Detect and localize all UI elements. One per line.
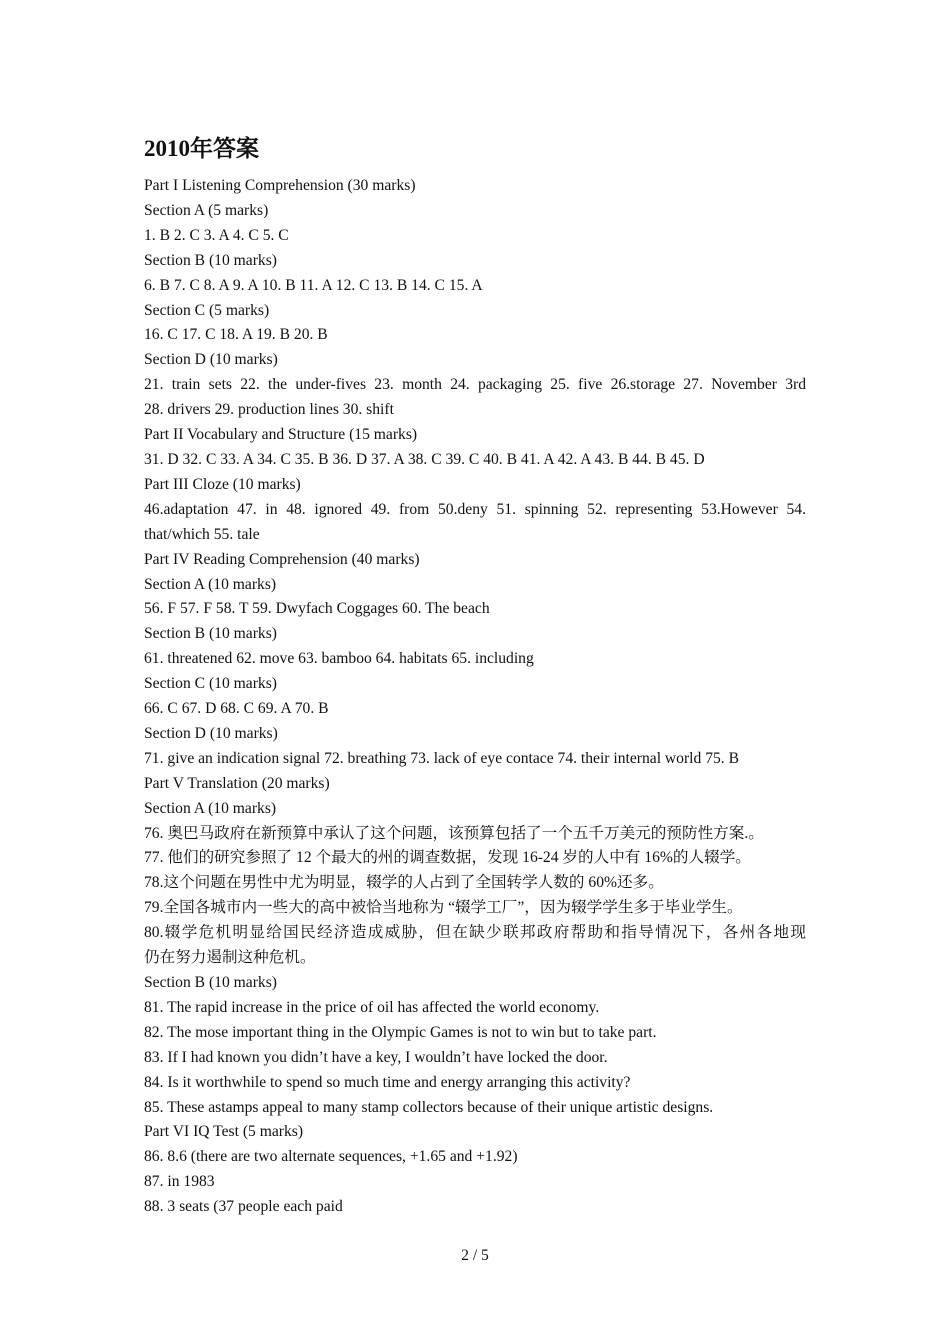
text-line: 56. F 57. F 58. T 59. Dwyfach Coggages 60. The beach bbox=[144, 600, 490, 618]
document-body bbox=[144, 134, 806, 1220]
text-line: 28. drivers 29. production lines 30. shift bbox=[144, 401, 394, 419]
text-line: 1. B 2. C 3. A 4. C 5. C bbox=[144, 226, 289, 244]
text-line: that/which 55. tale bbox=[144, 525, 260, 543]
text-line: Section A (10 marks) bbox=[144, 799, 277, 817]
text-line: 66. C 67. D 68. C 69. A 70. B bbox=[144, 700, 329, 718]
text-line: Part II Vocabulary and Structure (15 marks) bbox=[144, 426, 418, 444]
text-line: 46.adaptation 47. in 48. ignored 49. from 50.deny 51. spinning 52. representing 53.However 54. bbox=[144, 500, 806, 518]
text-line: Section A (5 marks) bbox=[144, 201, 269, 219]
text-line: 21. train sets 22. the under-fives 23. month 24. packaging 25. five 26.storage 27. November 3rd bbox=[144, 376, 806, 394]
text-line: Section A (10 marks) bbox=[144, 575, 277, 593]
text-line: Part I Listening Comprehension (30 marks) bbox=[144, 177, 416, 194]
text-line: Part III Cloze (10 marks) bbox=[144, 475, 301, 493]
page-title: 2010年答案 bbox=[144, 136, 259, 161]
text-line: 88. 3 seats (37 people each paid bbox=[144, 1198, 343, 1216]
text-line: 16. C 17. C 18. A 19. B 20. B bbox=[144, 326, 328, 344]
text-line: 79.全国各城市内一些大的高中被恰当地称为 “辍学工厂”，因为辍学学生多于毕业学生。 bbox=[144, 899, 743, 917]
text-line: 80.辍学危机明显给国民经济造成威胁，但在缺少联邦政府帮助和指导情况下，各州各地现 bbox=[144, 924, 806, 942]
text-line: 仍在努力遏制这种危机。 bbox=[144, 949, 316, 967]
text-line: 87. in 1983 bbox=[144, 1173, 215, 1191]
text-line: Part VI IQ Test (5 marks) bbox=[144, 1123, 304, 1141]
text-line: 82. The mose important thing in the Olympic Games is not to win but to take part. bbox=[144, 1023, 657, 1041]
page-number: 2 / 5 bbox=[461, 1247, 489, 1264]
text-line: Part IV Reading Comprehension (40 marks) bbox=[144, 550, 420, 568]
text-line: Section D (10 marks) bbox=[144, 724, 278, 742]
text-line: Section C (10 marks) bbox=[144, 675, 277, 693]
text-line: Section D (10 marks) bbox=[144, 351, 278, 369]
text-line: 83. If I had known you didn’t have a key, I wouldn’t have locked the door. bbox=[144, 1048, 608, 1066]
text-line: Section B (10 marks) bbox=[144, 251, 277, 269]
text-line: Part V Translation (20 marks) bbox=[144, 774, 330, 792]
answer-lines bbox=[144, 174, 806, 1220]
text-line: Section B (10 marks) bbox=[144, 974, 277, 991]
text-line: 6. B 7. C 8. A 9. A 10. B 11. A 12. C 13. B 14. C 15. A bbox=[144, 276, 483, 294]
text-line: 71. give an indication signal 72. breathing 73. lack of eye contace 74. their internal world 75. B bbox=[144, 749, 739, 767]
text-line: 61. threatened 62. move 63. bamboo 64. habitats 65. including bbox=[144, 650, 534, 668]
text-line: 31. D 32. C 33. A 34. C 35. B 36. D 37. A 38. C 39. C 40. B 41. A 42. A 43. B 44. B 45. D bbox=[144, 450, 705, 468]
text-line: Section C (5 marks) bbox=[144, 301, 270, 319]
text-line: Section B (10 marks) bbox=[144, 625, 277, 643]
text-line: 84. Is it worthwhile to spend so much time and energy arranging this activity? bbox=[144, 1073, 631, 1091]
text-line: 76. 奥巴马政府在新预算中承认了这个问题，该预算包括了一个五千万美元的预防性方案.。 bbox=[144, 824, 764, 842]
text-line: 86. 8.6 (there are two alternate sequences, +1.65 and +1.92) bbox=[144, 1148, 518, 1166]
text-line: 78.这个问题在男性中尤为明显，辍学的人占到了全国转学人数的 60%还多。 bbox=[144, 874, 664, 892]
text-line: 81. The rapid increase in the price of oil has affected the world economy. bbox=[144, 998, 600, 1016]
text-line: 85. These astamps appeal to many stamp collectors because of their unique artistic designs. bbox=[144, 1098, 714, 1116]
text-line: 77. 他们的研究参照了 12 个最大的州的调查数据，发现 16-24 岁的人中有 16%的人辍学。 bbox=[144, 849, 751, 867]
